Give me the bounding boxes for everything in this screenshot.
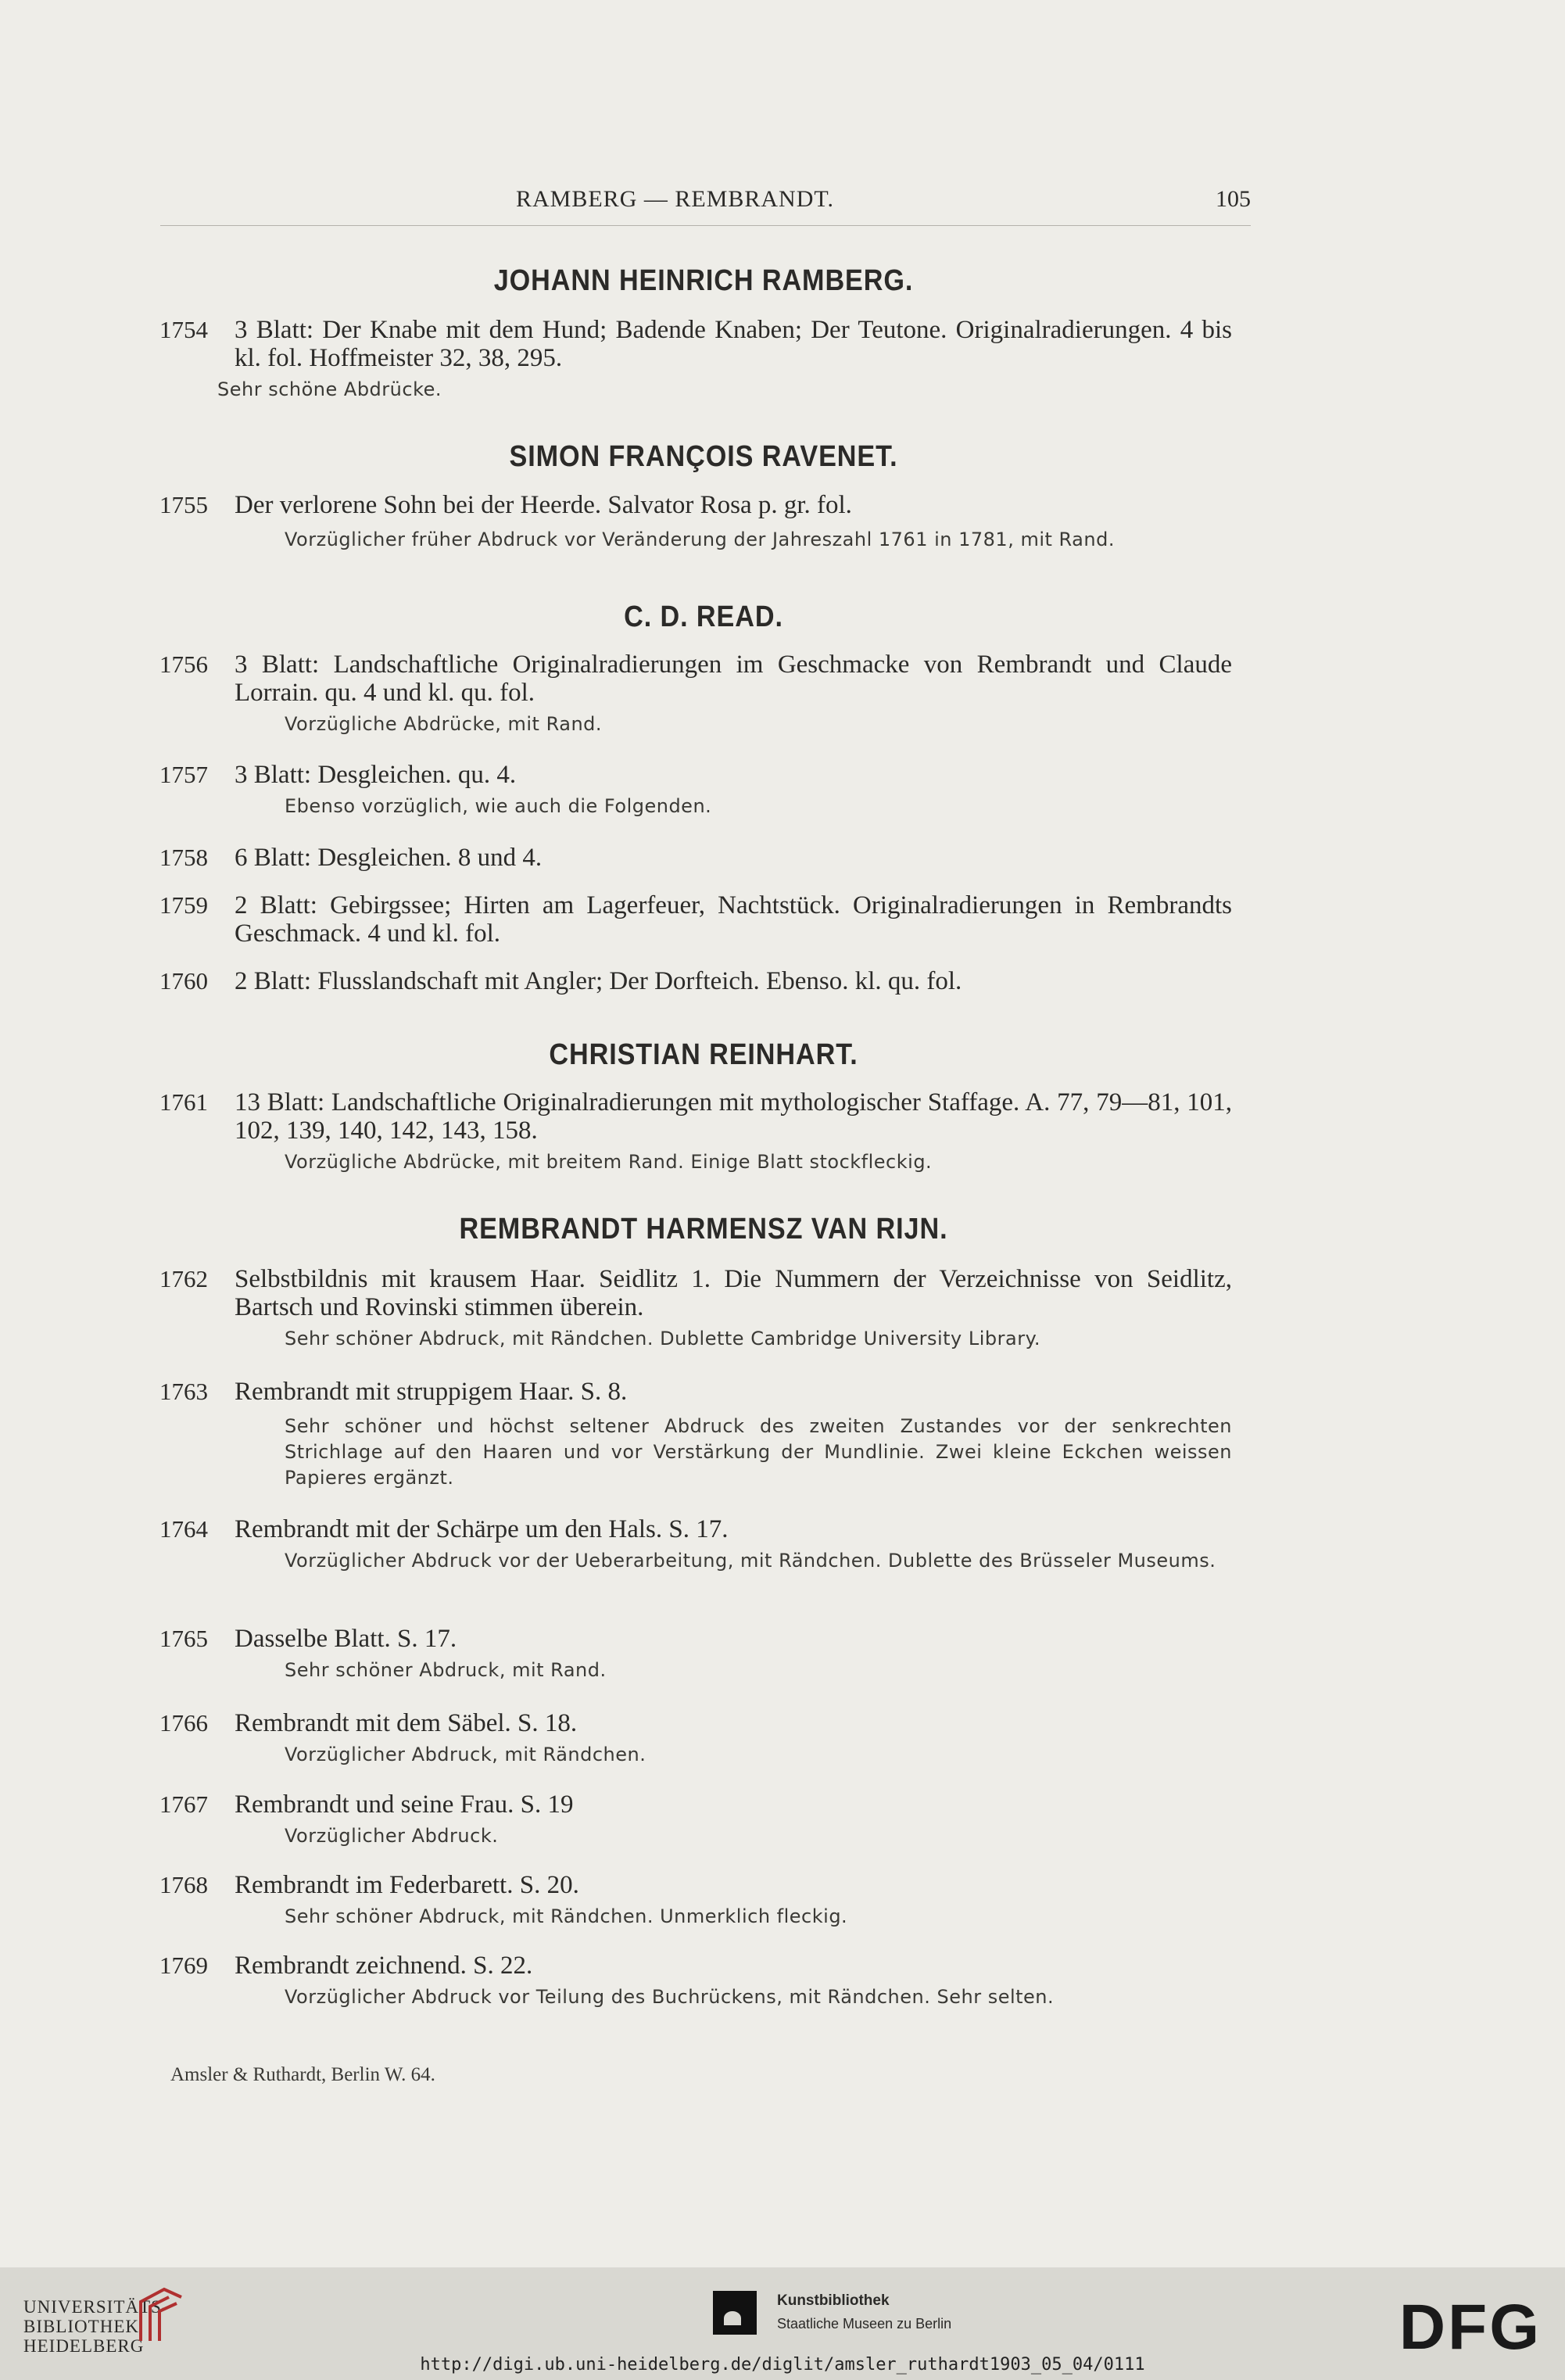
- catalog-entry: [159, 761, 1232, 819]
- entry-number: 1762: [159, 1265, 208, 1292]
- entry-note: Sehr schöner und höchst seltener Abdruck des zweiten Zustandes vor der senkrechten Strichlage auf den Haaren und vor Verstärkung der Mundlinie. Zwei kleine Eckchen weissen Papieres ergänzt.: [285, 1415, 1232, 1489]
- entry-number: 1758: [159, 844, 208, 871]
- entry-text: 3 Blatt: Desgleichen. qu. 4.: [235, 761, 517, 789]
- kunstbibliothek-logo[interactable]: [713, 2285, 1026, 2347]
- museum-name: Kunstbibliothek: [777, 2292, 890, 2309]
- entry-number: 1763: [159, 1378, 208, 1405]
- catalog-entry: [159, 1952, 1232, 2010]
- page-number: 105: [1216, 186, 1251, 212]
- section-heading: CHRISTIAN REINHART.: [549, 1038, 858, 1071]
- section-heading: C. D. READ.: [624, 600, 783, 633]
- university-name-line: HEIDELBERG: [23, 2336, 145, 2356]
- entry-note: Vorzügliche Abdrücke, mit breitem Rand. Einige Blatt stockfleckig.: [285, 1151, 933, 1173]
- entry-number: 1767: [159, 1790, 208, 1818]
- entry-number: 1766: [159, 1709, 208, 1737]
- catalog-entry: [159, 1378, 1232, 1491]
- entry-note: Sehr schöner Abdruck, mit Rändchen. Dublette Cambridge University Library.: [285, 1328, 1040, 1350]
- kunstbibliothek-emblem-icon: [713, 2291, 757, 2335]
- catalog-entry: [159, 844, 1232, 872]
- catalog-entry: [159, 1088, 1232, 1175]
- entry-text: 3 Blatt: Landschaftliche Originalradierungen im Geschmacke von Rembrandt und Claude Lorrain. qu. 4 und kl. qu. fol.: [235, 651, 1232, 707]
- permalink-url[interactable]: http://digi.ub.uni-heidelberg.de/diglit/amsler_ruthardt1903_05_04/0111: [420, 2355, 1145, 2375]
- entry-text: 2 Blatt: Flusslandschaft mit Angler; Der Dorfteich. Ebenso. kl. qu. fol.: [235, 967, 962, 995]
- entry-number: 1769: [159, 1952, 208, 1979]
- entry-number: 1754: [159, 316, 208, 343]
- catalog-entry: [159, 1515, 1232, 1574]
- entry-note: Vorzüglicher Abdruck vor Teilung des Buchrückens, mit Rändchen. Sehr selten.: [285, 1986, 1055, 2008]
- university-name-line: UNIVERSITÄTS-: [23, 2297, 169, 2317]
- university-emblem-icon: [133, 2286, 188, 2344]
- entry-number: 1759: [159, 891, 208, 919]
- catalog-entry: [159, 316, 1232, 403]
- catalog-entry: [159, 967, 1232, 995]
- entry-note: Sehr schöner Abdruck, mit Rändchen. Unmerklich fleckig.: [285, 1905, 848, 1927]
- entry-text: Rembrandt mit der Schärpe um den Hals. S. 17.: [235, 1515, 729, 1543]
- entry-text: Rembrandt im Federbarett. S. 20.: [235, 1871, 579, 1899]
- entry-text: 6 Blatt: Desgleichen. 8 und 4.: [235, 844, 543, 872]
- entry-text: 2 Blatt: Gebirgssee; Hirten am Lagerfeuer, Nachtstück. Originalradierungen in Rembrandts Geschmack. 4 und kl. fol.: [235, 891, 1232, 948]
- entry-text: Rembrandt mit struppigem Haar. S. 8.: [235, 1378, 628, 1406]
- publisher-imprint: Amsler & Ruthardt, Berlin W. 64.: [170, 2064, 435, 2085]
- entry-text: Rembrandt und seine Frau. S. 19: [235, 1790, 574, 1819]
- entry-text: Rembrandt mit dem Säbel. S. 18.: [235, 1709, 578, 1737]
- catalog-entry: [159, 491, 1232, 553]
- entry-number: 1760: [159, 967, 208, 995]
- catalog-entry: [159, 1709, 1232, 1768]
- viewer-footer: [0, 2267, 1565, 2380]
- catalog-entry: [159, 1265, 1232, 1352]
- entry-number: 1757: [159, 761, 208, 788]
- entry-text: 3 Blatt: Der Knabe mit dem Hund; Badende Knaben; Der Teutone. Originalradierungen. 4 bis kl. fol. Hoffmeister 32, 38, 295.: [235, 316, 1232, 372]
- entry-text: Selbstbildnis mit krausem Haar. Seidlitz 1. Die Nummern der Verzeichnisse von Seidlitz, Bartsch und Rovinski stimmen überein.: [235, 1265, 1232, 1321]
- entry-number: 1761: [159, 1088, 208, 1116]
- entry-text: Der verlorene Sohn bei der Heerde. Salvator Rosa p. gr. fol.: [235, 491, 852, 519]
- catalog-entry: [159, 1625, 1232, 1683]
- entry-note: Sehr schöne Abdrücke.: [217, 378, 442, 400]
- entry-number: 1755: [159, 491, 208, 518]
- entry-note: Vorzüglicher Abdruck, mit Rändchen.: [285, 1744, 646, 1765]
- entry-note: Vorzügliche Abdrücke, mit Rand.: [285, 713, 603, 735]
- section-heading: JOHANN HEINRICH RAMBERG.: [493, 264, 914, 297]
- catalog-entry: [159, 651, 1232, 737]
- entry-note: Vorzüglicher Abdruck vor der Ueberarbeitung, mit Rändchen. Dublette des Brüsseler Museums.: [285, 1550, 1216, 1572]
- entry-note: Vorzüglicher Abdruck.: [285, 1825, 499, 1847]
- section-heading: REMBRANDT HARMENSZ VAN RIJN.: [459, 1213, 948, 1246]
- entry-text: Rembrandt zeichnend. S. 22.: [235, 1952, 533, 1980]
- entry-number: 1756: [159, 651, 208, 678]
- entry-note: Sehr schöner Abdruck, mit Rand.: [285, 1659, 607, 1681]
- entry-number: 1764: [159, 1515, 208, 1543]
- catalog-entry: [159, 891, 1232, 948]
- entry-text: 13 Blatt: Landschaftliche Originalradierungen mit mythologischer Staffage. A. 77, 79—81, 101, 102, 139, 140, 142, 143, 158.: [235, 1088, 1232, 1145]
- entry-note: Ebenso vorzüglich, wie auch die Folgenden.: [285, 795, 712, 817]
- entry-number: 1765: [159, 1625, 208, 1652]
- entry-text: Dasselbe Blatt. S. 17.: [235, 1625, 457, 1653]
- dfg-logo[interactable]: DFG: [1398, 2292, 1542, 2363]
- running-head-title: RAMBERG — REMBRANDT.: [516, 186, 834, 212]
- university-name-line: BIBLIOTHEK: [23, 2317, 139, 2336]
- header-rule: [160, 225, 1251, 226]
- running-head: [156, 186, 1251, 217]
- entry-number: 1768: [159, 1871, 208, 1898]
- entry-note: Vorzüglicher früher Abdruck vor Veränderung der Jahreszahl 1761 in 1781, mit Rand.: [285, 529, 1115, 550]
- museum-subtitle: Staatliche Museen zu Berlin: [777, 2316, 952, 2332]
- catalog-entry: [159, 1871, 1232, 1930]
- catalog-entry: [159, 1790, 1232, 1849]
- section-heading: SIMON FRANÇOIS RAVENET.: [509, 440, 898, 473]
